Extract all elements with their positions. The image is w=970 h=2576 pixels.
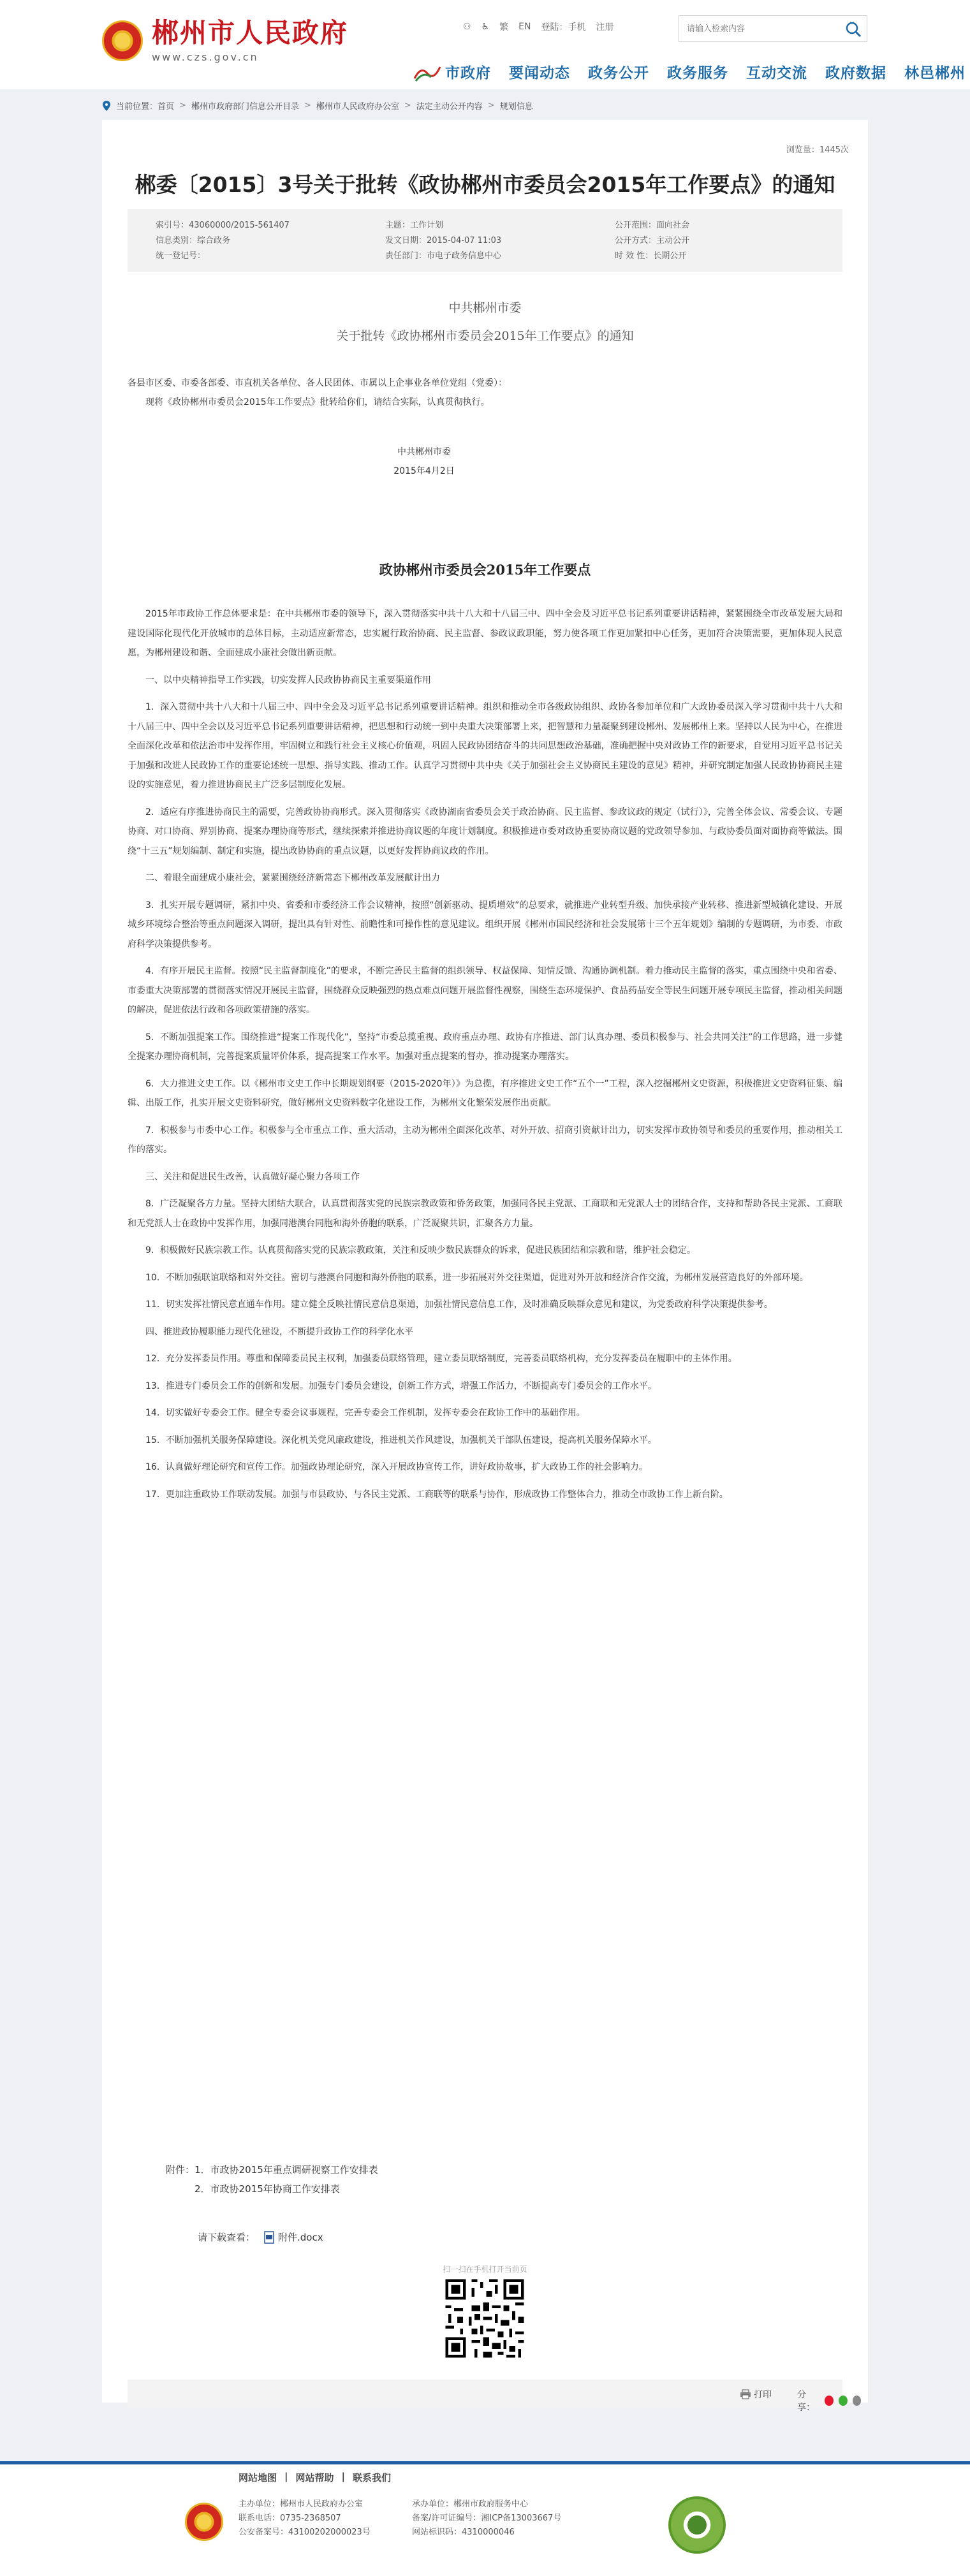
- metadata-panel: [128, 209, 842, 272]
- site-footer: [0, 2461, 970, 2576]
- article-action-bar: [128, 2380, 842, 2413]
- more-share-icon[interactable]: [853, 2396, 862, 2406]
- weibo-share-icon[interactable]: [825, 2396, 834, 2406]
- section-heading: 一、以中央精神指导工作实践，切实发挥人民政协协商民主重要渠道作用: [145, 675, 431, 685]
- breadcrumb-catalog[interactable]: 郴州市政府部门信息公开目录: [191, 102, 299, 112]
- work-points-title: 政协郴州市委员会2015年工作要点: [379, 562, 591, 578]
- attachments-label: 附件：: [166, 2164, 195, 2176]
- footer-site-id: 网站标识码：4310000046: [412, 2528, 515, 2537]
- meta-validity: 时 效 性：长期公开: [615, 251, 687, 261]
- meta-row: [156, 249, 781, 263]
- nav-item-interaction[interactable]: 互动交流: [746, 65, 807, 82]
- english-link[interactable]: EN: [518, 22, 531, 32]
- article-container: [102, 120, 868, 2413]
- nav-item-disclosure[interactable]: 政务公开: [588, 65, 649, 82]
- search-input[interactable]: [679, 16, 832, 41]
- breadcrumb-current[interactable]: 规划信息: [499, 102, 533, 112]
- footer-left-info: [239, 2498, 371, 2540]
- site-name: 郴州市人民政府: [152, 17, 349, 48]
- national-emblem-icon: [102, 20, 143, 61]
- badge-center: [687, 2515, 707, 2535]
- paragraph: 6．大力推进文史工作。以《郴州市文史工作中长期规划纲要（2015-2020年）》为总揽，有序推进文史工作“五个一”工程，深入挖掘郴州文史资源，积极推进文史资料征集、编辑、出版工作，扎实开展文史资料研究，做好郴州文史资料数字化建设工作，为郴州文化繁荣发展作出贡献。: [128, 1078, 842, 1108]
- paragraph: 7．积极参与市委中心工作。积极参与全市重点工作、重大活动，主动为郴州全面深化改革、对外开放、招商引资献计出力，切实发挥市政协领导和委员的重要作用，推动相关工作的落实。: [128, 1125, 842, 1155]
- paragraph: 17．更加注重政协工作联动发展。加强与市县政协、与各民主党派、工商联等的联系与协作，形成政协工作整体合力，推动全市政协工作上新台阶。: [145, 1489, 728, 1500]
- footer-right-info: [412, 2498, 561, 2540]
- breadcrumb-separator: >: [304, 101, 311, 110]
- search-icon[interactable]: [845, 21, 862, 38]
- footer-sponsor: 主办单位：郴州市人民政府办公室: [239, 2499, 364, 2509]
- footer-organizer: 承办单位：郴州市政府服务中心: [412, 2499, 529, 2509]
- footer-icp[interactable]: 备案/许可证编号：湘ICP备13003667号: [412, 2514, 562, 2523]
- site-url: www.czs.gov.cn: [152, 51, 259, 63]
- meta-registration: 统一登记号：: [156, 251, 206, 261]
- section-heading: 三、关注和促进民生改善，认真做好凝心聚力各项工作: [145, 1171, 360, 1182]
- search-box: [679, 15, 867, 42]
- attachments: [166, 2160, 378, 2199]
- breadcrumb-separator: >: [404, 101, 411, 110]
- government-site-badge-icon[interactable]: [668, 2496, 726, 2554]
- meta-date: 发文日期：2015-04-07 11:03: [385, 236, 502, 245]
- nav-item-news[interactable]: 要闻动态: [509, 65, 570, 82]
- paragraph: 16．认真做好理论研究和宣传工作。加强政协理论研究，深入开展政协宣传工作，讲好政协故事，扩大政协工作的社会影响力。: [145, 1462, 648, 1472]
- footer-links: [239, 2471, 399, 2484]
- document-issuer: 中共郴州市委: [448, 301, 522, 315]
- footer-police-record[interactable]: 公安备案号：43100202000023号: [239, 2528, 371, 2537]
- attachment-item: 2．市政协2015年协商工作安排表: [195, 2183, 340, 2195]
- paragraph: 14．切实做好专委会工作。健全专委会议事规程，完善专委会工作机制，发挥专委会在政协工作中的基础作用。: [145, 1408, 585, 1418]
- paragraph: 10．不断加强联谊联络和对外交往。密切与港澳台同胞和海外侨胞的联系，进一步拓展对外交往渠道，促进对外开放和经济合作交流，为郴州发展营造良好的外部环境。: [145, 1272, 809, 1283]
- breadcrumb-prefix: 当前位置：: [116, 102, 158, 112]
- work-points-body: [128, 604, 842, 1512]
- nav-decoration-icon: [412, 62, 441, 82]
- qr-code: [443, 2276, 527, 2360]
- download-label: 请下载查看：: [198, 2232, 256, 2243]
- download-section: [198, 2230, 323, 2244]
- paragraph: 15．不断加强机关服务保障建设。深化机关党风廉政建设，推进机关作风建设，加强机关干部队伍建设，提高机关服务保障水平。: [145, 1435, 657, 1445]
- footer-separator: |: [341, 2471, 345, 2482]
- print-label: 打印: [754, 2390, 772, 2400]
- nav-item-city[interactable]: 林邑郴州: [904, 65, 966, 82]
- footer-separator: |: [284, 2471, 288, 2482]
- meta-scope: 公开范围：面向社会: [615, 221, 690, 230]
- site-header: [0, 0, 970, 89]
- site-logo[interactable]: [102, 18, 348, 63]
- breadcrumb-office[interactable]: 郴州市人民政府办公室: [316, 102, 399, 112]
- meta-category: 信息类别：综合政务: [156, 236, 231, 245]
- section-heading: 四、推进政协履职能力现代化建设，不断提升政协工作的科学化水平: [145, 1326, 413, 1337]
- document-recipients: 各县市区委、市委各部委、市直机关各单位、各人民团体、市属以上企事业各单位党组（党委）：: [128, 378, 507, 388]
- meta-row: [156, 233, 781, 247]
- paragraph: 4．有序开展民主监督。按照“民主监督制度化”的要求，不断完善民主监督的组织领导、权益保障、知情反馈、沟通协调机制。着力推动民主监督的落实，重点围绕中央和省委、市委重大决策部署的贯彻落实情况开展民主监督，围绕群众反映强烈的热点难点问题开展监督性视察，围绕生态环境保护、食品药品安全等民生问题开展专项民主监督，推动相关问题的解决，促进依法行政和各项政策措施的落实。: [128, 966, 842, 1015]
- breadcrumb-separator: >: [487, 101, 495, 110]
- footer-link-sitemap[interactable]: 网站地图: [239, 2472, 277, 2484]
- accessibility-icon[interactable]: ⚇: [463, 22, 471, 32]
- nav-item-services[interactable]: 政务服务: [667, 65, 728, 82]
- footer-phone: 联系电话：0735-2368507: [239, 2514, 341, 2523]
- section-heading: 二、着眼全面建成小康社会，紧紧围绕经济新常态下郴州改革发展献计出力: [145, 873, 440, 883]
- paragraph: 2．适应有序推进协商民主的需要，完善政协协商形式。深入贯彻落实《政协湖南省委员会关于政治协商、民主监督、参政议政的规定（试行）》，完善全体会议、常委会议、专题协商、对口协商、界别协商、提案办理协商等形式，继续探索并推进协商议题的年度计划制度。积极推进市委对政协重要协商议题的党政领导参加、与政协委员面对面协商等做法。围绕“十三五”规划编制、制定和实施，提出政协协商的重点议题，以更好发挥协商议政的作用。: [128, 807, 842, 856]
- nav-item-data[interactable]: 政府数据: [825, 65, 886, 82]
- paragraph: 12．充分发挥委员作用。尊重和保障委员民主权利，加强委员联络管理，建立委员联络制度，完善委员联络机构，充分发挥委员在履职中的主体作用。: [145, 1354, 737, 1364]
- main-nav: [412, 61, 966, 82]
- meta-method: 公开方式：主动公开: [615, 236, 690, 245]
- paragraph: 9．积极做好民族宗教工作。认真贯彻落实党的民族宗教政策，关注和反映少数民族群众的诉求，促进民族团结和宗教和谐，维护社会稳定。: [145, 1245, 696, 1255]
- paragraph: 3．扎实开展专题调研，紧扣中央、省委和市委经济工作会议精神，按照“创新驱动、提质增效”的总要求，就推进产业转型升级、加快承接产业转移、推进新型城镇化建设、开展城乡环境综合整治等重点问题深入调研，提出具有针对性、前瞻性和可操作性的意见建议。组织开展《郴州市国民经济和社会发展第十三个五年规划》编制的专题调研，为市委、市政府科学决策提供参考。: [128, 900, 842, 949]
- signature-date: 2015年4月2日: [393, 466, 455, 476]
- logo-text: [152, 18, 348, 63]
- footer-link-help[interactable]: 网站帮助: [295, 2472, 334, 2484]
- signature-org: 中共郴州市委: [397, 447, 451, 457]
- breadcrumb: [102, 99, 533, 112]
- attachment-item: 1．市政协2015年重点调研视察工作安排表: [195, 2164, 378, 2176]
- share-label: 分享：: [797, 2390, 815, 2413]
- paragraph: 5．不断加强提案工作。围绕推进“提案工作现代化”，坚持“市委总揽重视、政府重点办理、政协有序推进、部门认真办理、委员积极参与、社会共同关注”的工作思路，进一步健全提案办理协商机制，完善提案质量评价体系，提高提案工作水平。加强对重点提案的督办，推动提案办理落实。: [128, 1032, 842, 1062]
- traditional-chinese-link[interactable]: 繁: [499, 22, 509, 33]
- meta-index-number: 索引号：43060000/2015-561407: [156, 221, 290, 230]
- qr-label: 扫一扫在手机打开当前页: [443, 2265, 527, 2274]
- breadcrumb-section[interactable]: 法定主动公开内容: [416, 102, 483, 112]
- breadcrumb-separator: >: [179, 101, 186, 110]
- breadcrumb-home[interactable]: 首页: [158, 102, 175, 112]
- print-button[interactable]: [740, 2388, 772, 2401]
- nav-item-government[interactable]: 市政府: [445, 65, 491, 82]
- meta-topic: 主题：工作计划: [385, 221, 444, 230]
- printer-icon: [740, 2389, 751, 2399]
- page-title: 郴委〔2015〕3号关于批转《政协郴州市委员会2015年工作要点》的通知: [135, 172, 835, 197]
- docx-file-icon: [264, 2231, 276, 2244]
- document-subtitle: 关于批转《政协郴州市委员会2015年工作要点》的通知: [336, 329, 634, 343]
- download-file-link[interactable]: 附件.docx: [278, 2232, 323, 2243]
- meta-row: [156, 218, 781, 232]
- view-count: 浏览量：1445次: [786, 145, 849, 155]
- paragraph: 8．广泛凝聚各方力量。坚持大团结大联合，认真贯彻落实党的民族宗教政策和侨务政策，加强同各民主党派、工商联和无党派人士的团结合作，支持和帮助各民主党派、工商联和无党派人士在政协中发挥作用，加强同港澳台同胞和海外侨胞的联系，广泛凝聚共识，汇聚各方力量。: [128, 1199, 842, 1229]
- location-pin-icon: [102, 101, 111, 111]
- login-link[interactable]: 登陆：手机: [541, 22, 586, 33]
- footer-emblem-icon: [185, 2503, 223, 2541]
- paragraph: 2015年市政协工作总体要求是：在中共郴州市委的领导下，深入贯彻落实中共十八大和十八届三中、四中全会及习近平总书记系列重要讲话精神，紧紧围绕全市改革发展大局和建设国际化现代化开放城市的总体目标，主动适应新常态，忠实履行政治协商、民主监督、参政议政职能，努力使各项工作更加紧扣中心任务，更加符合决策需要，更加体现人民意愿，为郴州建设和谐、全面建成小康社会做出新贡献。: [128, 609, 842, 658]
- paragraph: 13．推进专门委员会工作的创新和发展。加强专门委员会建设，创新工作方式，增强工作活力，不断提高专门委员会的工作水平。: [145, 1380, 657, 1391]
- elder-mode-icon[interactable]: ♿: [481, 22, 490, 32]
- footer-link-contact[interactable]: 联系我们: [353, 2472, 392, 2484]
- top-toolbar: [463, 20, 624, 33]
- share-bar: [797, 2388, 861, 2413]
- document-body: 现将《政协郴州市委员会2015年工作要点》批转给你们，请结合实际，认真贯彻执行。: [145, 397, 490, 407]
- meta-department: 责任部门：市电子政务信息中心: [385, 251, 502, 261]
- wechat-share-icon[interactable]: [839, 2396, 848, 2406]
- paragraph: 11．切实发挥社情民意直通车作用。建立健全反映社情民意信息渠道，加强社情民意信息工作，及时准确反映群众意见和建议，为党委政府科学决策提供参考。: [145, 1299, 773, 1310]
- register-link[interactable]: 注册: [596, 22, 614, 33]
- paragraph: 1．深入贯彻中共十八大和十八届三中、四中全会及习近平总书记系列重要讲话精神。组织和推动全市各级政协组织、政协各参加单位和广大政协委员深入学习贯彻中共十八大和十八届三中、四中全会以及习近平总书记系列重要讲话精神，把思想和行动统一到中央重大决策部署上来，把智慧和力量凝聚到建设郴州、发展郴州上来。坚持以人民为中心，在推进全面深化改革和依法治市中发挥作用，牢固树立和践行社会主义核心价值观，巩固人民政协团结奋斗的共同思想政治基础，准确把握中央对政协工作的新要求，自觉用习近平总书记关于加强和改进人民政协工作的重要论述统一思想、指导实践、推动工作。认真学习贯彻中共中央《关于加强社会主义协商民主建设的意见》精神，并研究制定加强人民政协协商民主建设的实施意见，着力推进协商民主广泛多层制度化发展。: [128, 702, 842, 790]
